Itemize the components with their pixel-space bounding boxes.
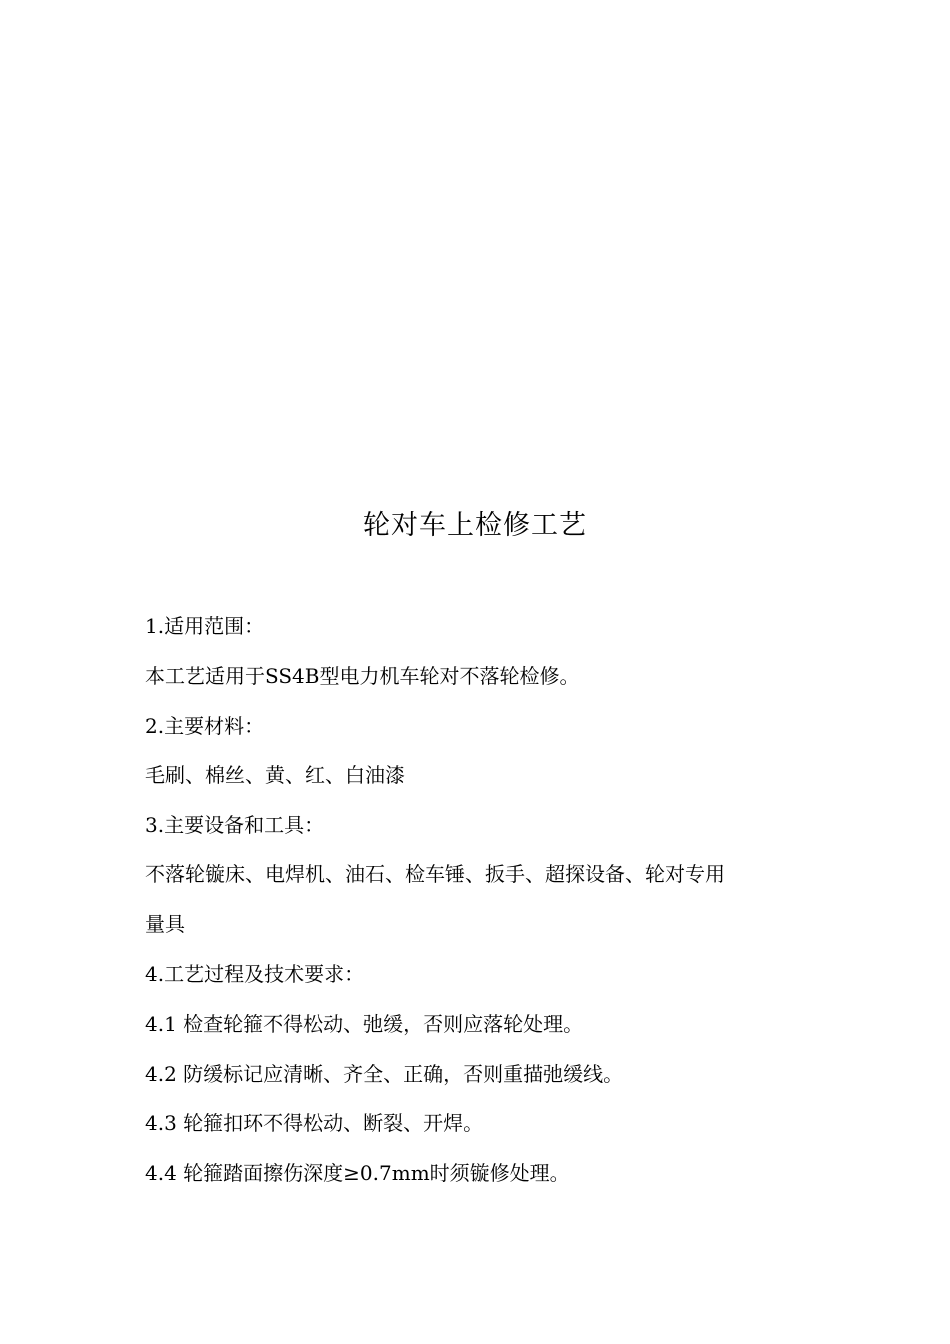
page-title: 轮对车上检修工艺 (363, 510, 587, 541)
section-4-2: 4.2 防缓标记应清晰、齐全、正确，否则重描弛缓线。 (145, 1062, 624, 1086)
section-4-4: 4.4 轮箍踏面擦伤深度≥0.7mm时须镟修处理。 (145, 1161, 570, 1185)
section-3-body-line-1: 不落轮镟床、电焊机、油石、检车锤、扳手、超探设备、轮对专用 (145, 862, 725, 886)
section-4-1: 4.1 检查轮箍不得松动、弛缓，否则应落轮处理。 (145, 1012, 584, 1036)
section-3-body-line-2: 量具 (145, 912, 185, 936)
section-1-body: 本工艺适用于SS4B型电力机车轮对不落轮检修。 (145, 664, 580, 688)
section-1-heading: 1.适用范围： (145, 614, 265, 638)
section-3-heading: 3.主要设备和工具： (145, 813, 325, 837)
section-2-heading: 2.主要材料： (145, 714, 265, 738)
section-4-3: 4.3 轮箍扣环不得松动、断裂、开焊。 (145, 1111, 484, 1135)
section-4-heading: 4.工艺过程及技术要求： (145, 962, 365, 986)
section-2-body: 毛刷、棉丝、黄、红、白油漆 (145, 763, 405, 787)
